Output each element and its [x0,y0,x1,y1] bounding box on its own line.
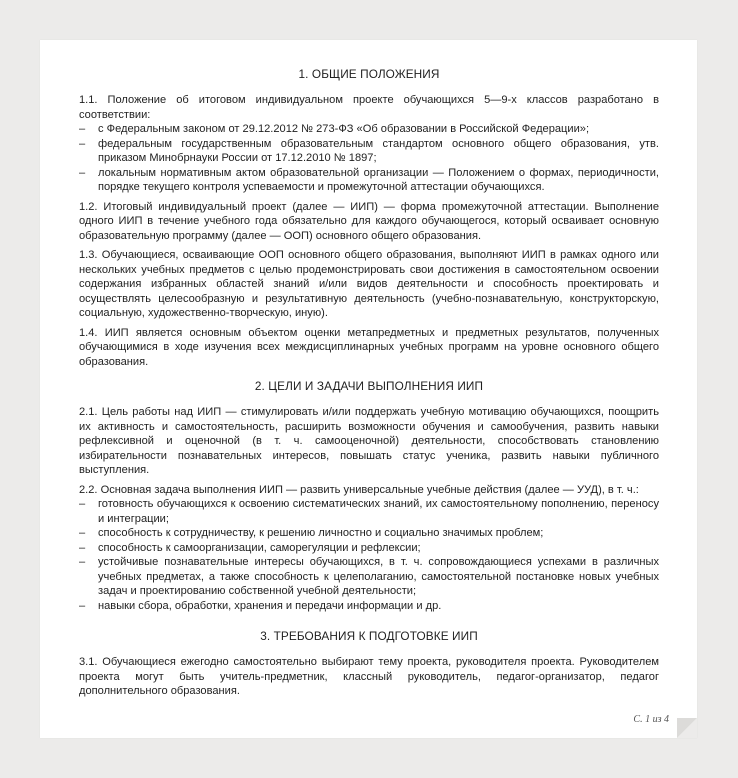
list-item-text: навыки сбора, обработки, хранения и передачи информации и др. [98,599,442,612]
list-item-text: федеральным государственным образовательным стандартом основного общего образования, утв. приказом Минобрнауки России от 17.12.2010 № 1897; [98,137,659,164]
dash-bullet: – [79,556,86,568]
paragraph-1-3: 1.3. Обучающиеся, осваивающие ООП основного общего образования, выполняют ИИП в рамках одного или нескольких учебных предметов с целью продемонстрировать свои достижения в самостоятельном освоении содержания избранных областей знаний и/или видов деятельности и способность проектировать и осуществлять целесообразную и результативную деятельность (учебно-познавательную, конструкторскую, социальную, художественно-творческую, иную). [79,249,659,319]
list-1-1 [79,122,659,195]
list-item-text: локальным нормативным актом образовательной организации — Положением о формах, периодичности, порядке текущего контроля успеваемости и промежуточной аттестации обучающихся. [98,166,659,193]
page-curl [677,718,697,738]
dash-bullet: – [79,123,86,135]
section-title: 2. ЦЕЛИ И ЗАДАЧИ ВЫПОЛНЕНИЯ ИИП [254,379,484,393]
list-item [79,137,659,166]
section-title: 3. ТРЕБОВАНИЯ К ПОДГОТОВКЕ ИИП [260,629,478,643]
list-item [79,526,659,541]
dash-bullet: – [79,541,86,554]
list-item [79,122,659,137]
list-item-text: способность к самоорганизации, саморегуляции и рефлексии; [98,541,421,554]
list-item [79,541,659,556]
paragraph-2-1: 2.1. Цель работы над ИИП — стимулировать и/или поддержать учебную мотивацию обучающихся, поощрить их активность и самостоятельность, расширить возможности обучения и самообучения, развить навыки рефлексивной и оценочной (в т. ч. самооценочной) деятельности, способствовать становлению избирательности познавательных интересов, повышать статус ученика, развить навыки публичного выступления. [79,406,659,476]
list-2-2 [79,497,659,613]
paragraph-3-1: 3.1. Обучающиеся ежегодно самостоятельно выбирают тему проекта, руководителя проекта. Руководителем проекта могут быть учитель-предметник, классный руководитель, педагог-организатор, педагог дополнительного образования. [79,656,659,697]
paragraph-2-2: 2.2. Основная задача выполнения ИИП — развить универсальные учебные действия (далее — УУД), в т. ч.: [79,483,639,496]
list-item-text: готовность обучающихся к освоению систематических знаний, их самостоятельному пополнению, переносу и интеграции; [98,498,659,525]
dash-bullet: – [79,137,86,150]
list-item-text: с Федеральным законом от 29.12.2012 № 273-ФЗ «Об образовании в Российской Федерации»; [98,123,590,135]
paragraph-1-2: 1.2. Итоговый индивидуальный проект (далее — ИИП) — форма промежуточной аттестации. Выполнение одного ИИП в течение учебного года обязательно для каждого обучающегося, который осваивает основную образовательную программу (далее — ООП) основного общего образования. [79,200,659,242]
dash-bullet: – [79,166,86,179]
list-item-text: устойчивые познавательные интересы обучающихся, в т. ч. сопровождающиеся успехами в различных учебных предметах, а также способность к целеполаганию, самостоятельной постановке новых учебных задач и проектированию собственной учебной деятельности; [98,556,659,597]
dash-bullet: – [79,599,86,612]
paragraph-1-4: 1.4. ИИП является основным объектом оценки метапредметных и предметных результатов, полученных обучающимися в ходе изучения всех междисциплинарных учебных программ на уровне основного общего образования. [79,326,659,368]
dash-bullet: – [79,498,86,510]
section-title: 1. ОБЩИЕ ПОЛОЖЕНИЯ [298,67,440,81]
page-number: С. 1 из 4 [633,714,669,725]
dash-bullet: – [79,527,86,539]
list-item [79,166,659,195]
list-item [79,497,659,526]
list-item [79,599,659,614]
list-item [79,555,659,599]
list-item-text: способность к сотрудничеству, к решению личностно и социально значимых проблем; [98,527,544,539]
document-page [40,40,697,738]
paragraph-1-1: 1.1. Положение об итоговом индивидуальном проекте обучающихся 5—9-х классов разработано в соответствии: [79,94,659,121]
